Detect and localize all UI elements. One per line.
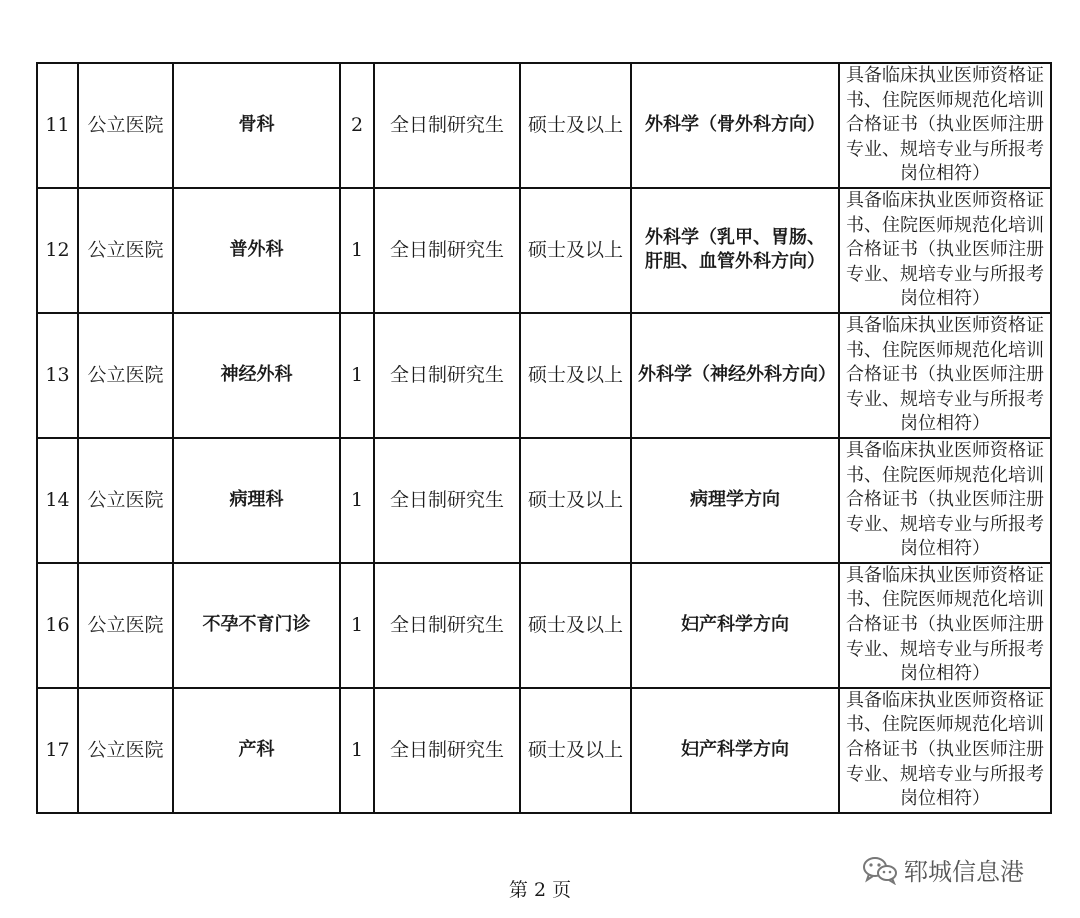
cell-requirements: 具备临床执业医师资格证书、住院医师规范化培训合格证书（执业医师注册专业、规培专业与所报考岗位相符） [839,563,1051,688]
cell-major: 妇产科学方向 [631,688,839,813]
cell-degree: 硕士及以上 [520,63,631,188]
cell-number: 12 [37,188,78,313]
cell-degree: 硕士及以上 [520,188,631,313]
cell-study-mode: 全日制研究生 [374,438,520,563]
cell-hospital-type: 公立医院 [78,438,173,563]
cell-headcount: 1 [340,188,374,313]
cell-department: 普外科 [173,188,340,313]
cell-hospital-type: 公立医院 [78,313,173,438]
cell-major: 外科学（乳甲、胃肠、肝胆、血管外科方向） [631,188,839,313]
cell-department: 产科 [173,688,340,813]
table-row [37,688,1051,813]
cell-hospital-type: 公立医院 [78,563,173,688]
cell-requirements: 具备临床执业医师资格证书、住院医师规范化培训合格证书（执业医师注册专业、规培专业与所报考岗位相符） [839,63,1051,188]
table-row [37,438,1051,563]
table-body [37,63,1051,813]
cell-major: 外科学（骨外科方向） [631,63,839,188]
page-number: 第 2 页 [508,879,572,901]
cell-number: 17 [37,688,78,813]
cell-hospital-type: 公立医院 [78,63,173,188]
cell-major: 外科学（神经外科方向） [631,313,839,438]
cell-study-mode: 全日制研究生 [374,188,520,313]
recruitment-table [36,62,1052,814]
cell-number: 16 [37,563,78,688]
cell-number: 14 [37,438,78,563]
cell-headcount: 1 [340,438,374,563]
cell-department: 不孕不育门诊 [173,563,340,688]
cell-hospital-type: 公立医院 [78,688,173,813]
cell-headcount: 1 [340,313,374,438]
cell-headcount: 2 [340,63,374,188]
cell-degree: 硕士及以上 [520,438,631,563]
cell-number: 11 [37,63,78,188]
cell-degree: 硕士及以上 [520,563,631,688]
cell-number: 13 [37,313,78,438]
cell-study-mode: 全日制研究生 [374,313,520,438]
wechat-icon [862,855,898,885]
cell-requirements: 具备临床执业医师资格证书、住院医师规范化培训合格证书（执业医师注册专业、规培专业与所报考岗位相符） [839,313,1051,438]
cell-department: 骨科 [173,63,340,188]
cell-requirements: 具备临床执业医师资格证书、住院医师规范化培训合格证书（执业医师注册专业、规培专业与所报考岗位相符） [839,438,1051,563]
cell-headcount: 1 [340,688,374,813]
table-row [37,313,1051,438]
cell-study-mode: 全日制研究生 [374,563,520,688]
table-row [37,63,1051,188]
cell-study-mode: 全日制研究生 [374,63,520,188]
watermark-text: 郓城信息港 [904,858,1024,886]
watermark [862,852,1024,887]
recruitment-table-wrap [36,62,1052,814]
cell-headcount: 1 [340,563,374,688]
cell-department: 病理科 [173,438,340,563]
table-row [37,563,1051,688]
cell-degree: 硕士及以上 [520,688,631,813]
cell-department: 神经外科 [173,313,340,438]
cell-requirements: 具备临床执业医师资格证书、住院医师规范化培训合格证书（执业医师注册专业、规培专业与所报考岗位相符） [839,688,1051,813]
cell-major: 妇产科学方向 [631,563,839,688]
cell-degree: 硕士及以上 [520,313,631,438]
cell-major: 病理学方向 [631,438,839,563]
cell-hospital-type: 公立医院 [78,188,173,313]
table-row [37,188,1051,313]
cell-study-mode: 全日制研究生 [374,688,520,813]
cell-requirements: 具备临床执业医师资格证书、住院医师规范化培训合格证书（执业医师注册专业、规培专业与所报考岗位相符） [839,188,1051,313]
